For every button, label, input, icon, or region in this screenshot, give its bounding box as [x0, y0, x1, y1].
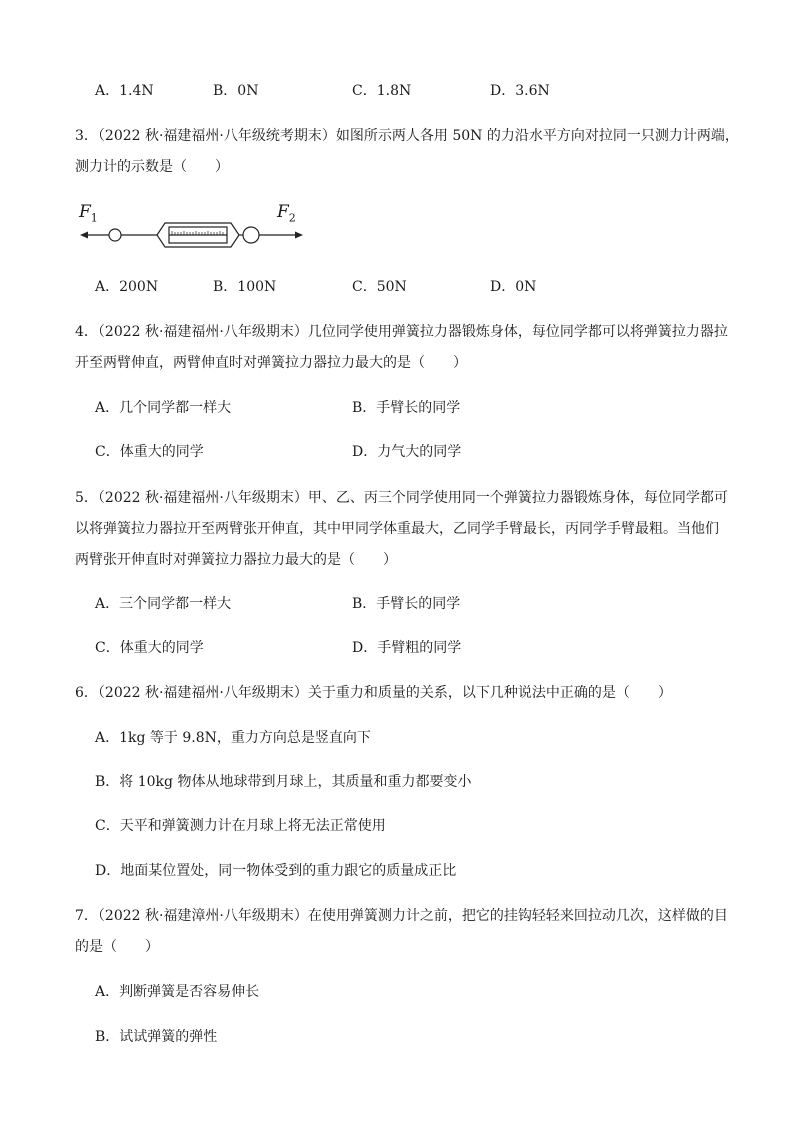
- q5-stem-line3: 两臂张开伸直时对弹簧拉力器拉力最大的是（ ）: [75, 552, 397, 568]
- q6-stem-line1: 6．（2022 秋·福建福州·八年级期末）关于重力和质量的关系，以下几种说法中正确的是（ ）: [75, 685, 672, 701]
- q6-option-b: B．将 10kg 物体从地球带到月球上，其质量和重力都要变小: [95, 774, 472, 790]
- q5-option-c: C．体重大的同学: [95, 640, 204, 656]
- q2-option-c: C．1.8N: [352, 83, 412, 99]
- q5-option-b: B．手臂长的同学: [352, 596, 461, 612]
- q6-option-d: D．地面某位置处，同一物体受到的重力跟它的质量成正比: [95, 863, 457, 879]
- q3-stem-line1: 3．（2022 秋·福建福州·八年级统考期末）如图所示两人各用 50N 的力沿水平方向对拉同一只测力计两端，: [75, 128, 739, 144]
- q3-option-b: B．100N: [213, 279, 277, 295]
- q3-option-a: A．200N: [95, 279, 159, 295]
- q4-stem-line1: 4．（2022 秋·福建福州·八年级期末）几位同学使用弹簧拉力器锻炼身体，每位同学都可以将弹簧拉力器拉: [75, 324, 728, 340]
- q3-stem-line2: 测力计的示数是（ ）: [75, 159, 229, 175]
- q5-option-a: A．三个同学都一样大: [95, 596, 232, 612]
- spring-scale-figure: [75, 200, 305, 256]
- q6-option-c: C．天平和弹簧测力计在月球上将无法正常使用: [95, 818, 386, 834]
- q7-option-b: B．试试弹簧的弹性: [95, 1029, 218, 1045]
- q2-option-d: D．3.6N: [490, 83, 550, 99]
- q4-option-d: D．力气大的同学: [352, 444, 462, 460]
- spring-scale-diagram: [75, 200, 305, 256]
- q6-option-a: A．1kg 等于 9.8N，重力方向总是竖直向下: [95, 730, 371, 746]
- q5-stem-line2: 以将弹簧拉力器拉开至两臂张开伸直，其中甲同学体重最大，乙同学手臂最长，丙同学手臂最粗。当他们: [75, 521, 719, 537]
- q4-option-a: A．几个同学都一样大: [95, 400, 232, 416]
- q7-option-a: A．判断弹簧是否容易伸长: [95, 984, 260, 1000]
- force-label-f2: $F_2$: [277, 202, 296, 225]
- q3-option-d: D．0N: [490, 279, 537, 295]
- q4-stem-line2: 开至两臂伸直，两臂伸直时对弹簧拉力器拉力最大的是（ ）: [75, 355, 467, 371]
- q4-option-b: B．手臂长的同学: [352, 400, 461, 416]
- q3-option-c: C．50N: [352, 279, 407, 295]
- q5-option-d: D．手臂粗的同学: [352, 640, 462, 656]
- q7-stem-line2: 的是（ ）: [75, 939, 159, 955]
- q5-stem-line1: 5．（2022 秋·福建福州·八年级期末）甲、乙、丙三个同学使用同一个弹簧拉力器锻炼身体，每位同学都可: [75, 490, 728, 506]
- q4-option-c: C．体重大的同学: [95, 444, 204, 460]
- q2-option-a: A．1.4N: [95, 83, 154, 99]
- q7-stem-line1: 7．（2022 秋·福建漳州·八年级期末）在使用弹簧测力计之前，把它的挂钩轻轻来回拉动几次，这样做的目: [75, 908, 728, 924]
- q2-option-b: B．0N: [213, 83, 259, 99]
- force-label-f1: $F_1$: [79, 202, 98, 225]
